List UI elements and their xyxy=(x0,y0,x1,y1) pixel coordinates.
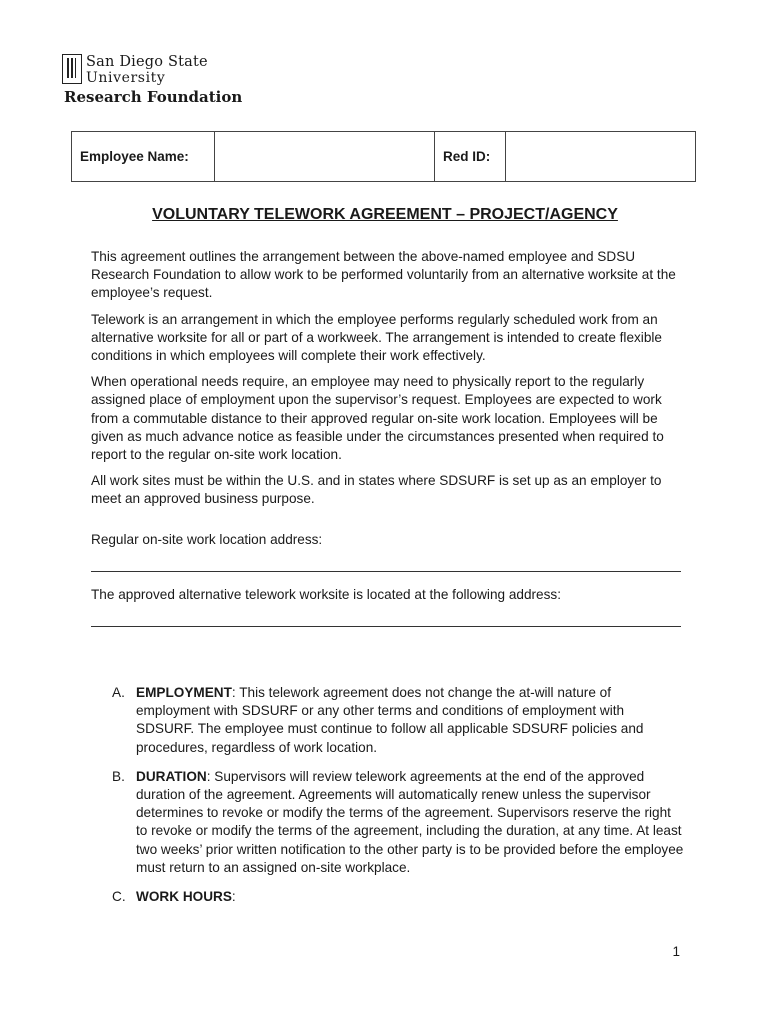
alt-location-field[interactable] xyxy=(91,608,681,627)
red-id-field[interactable] xyxy=(506,132,696,182)
section-text: : This telework agreement does not change the at-will nature of employment with SDSURF or any other terms and conditions of employment with SDSURF. The employee must continue to follow all applicable SDSURF policies and procedures, regardless of work location. xyxy=(136,685,644,755)
paragraph-telework-definition: Telework is an arrangement in which the employee performs regularly scheduled work from an alternative worksite for all or part of a workweek. The arrangement is intended to create flexible conditions in which employees will complete their work effectively. xyxy=(91,311,662,364)
section-heading: EMPLOYMENT xyxy=(136,685,232,700)
regular-location-label: Regular on-site work location address: xyxy=(91,531,323,547)
red-id-label: Red ID: xyxy=(435,132,506,182)
logo-line-2: University xyxy=(86,70,166,86)
list-marker: C. xyxy=(112,889,126,905)
section-heading: WORK HOURS xyxy=(136,889,232,905)
list-marker: A. xyxy=(112,685,125,700)
employee-name-field[interactable] xyxy=(215,132,435,182)
section-heading: DURATION xyxy=(136,768,207,784)
terms-list xyxy=(112,684,684,917)
employee-info-table xyxy=(71,131,696,182)
employee-name-label: Employee Name: xyxy=(72,132,215,182)
logo-line-1: San Diego State xyxy=(86,54,208,70)
sdsu-rf-logo xyxy=(62,52,243,108)
regular-location-field[interactable] xyxy=(91,553,681,572)
agreement-body xyxy=(91,248,681,641)
logo-line-3: Research Foundation xyxy=(64,88,243,106)
paragraph-intro: This agreement outlines the arrangement between the above-named employee and SDSU Research Foundation to allow work to be performed voluntarily from an alternative worksite at the employee’s request. xyxy=(91,249,676,301)
campus-tower-icon xyxy=(62,54,82,84)
paragraph-work-sites: All work sites must be within the U.S. and in states where SDSURF is set up as an employer to meet an approved business purpose. xyxy=(91,473,662,507)
paragraph-operational-needs: When operational needs require, an employee may need to physically report to the regularly assigned place of employment upon the supervisor’s request. Employees are expected to work from a commutable distance to their approved regular on-site work location. Employees will be given as much advance notice as feasible under the circumstances presented when required to report to the regular on-site work location. xyxy=(91,374,664,463)
alt-location-label: The approved alternative telework worksite is located at the following address: xyxy=(91,586,561,602)
list-marker: B. xyxy=(112,768,125,784)
document-title: VOLUNTARY TELEWORK AGREEMENT – PROJECT/AGENCY xyxy=(152,206,618,223)
list-item xyxy=(112,684,684,757)
page-number: 1 xyxy=(672,944,680,959)
list-item xyxy=(112,768,684,877)
section-text: : Supervisors will review telework agreements at the end of the approved duration of the agreement. Agreements will automatically renew unless the supervisor determines to revoke or modify the terms of the agreement. Supervisors reserve the right to revoke or modify the terms of the agreement, including the duration, at any time. At least two weeks’ prior written notification to the other party is to be provided before the employee must return to an assigned on-site workplace. xyxy=(136,768,684,875)
list-item xyxy=(112,888,684,906)
section-text: : xyxy=(231,889,236,905)
